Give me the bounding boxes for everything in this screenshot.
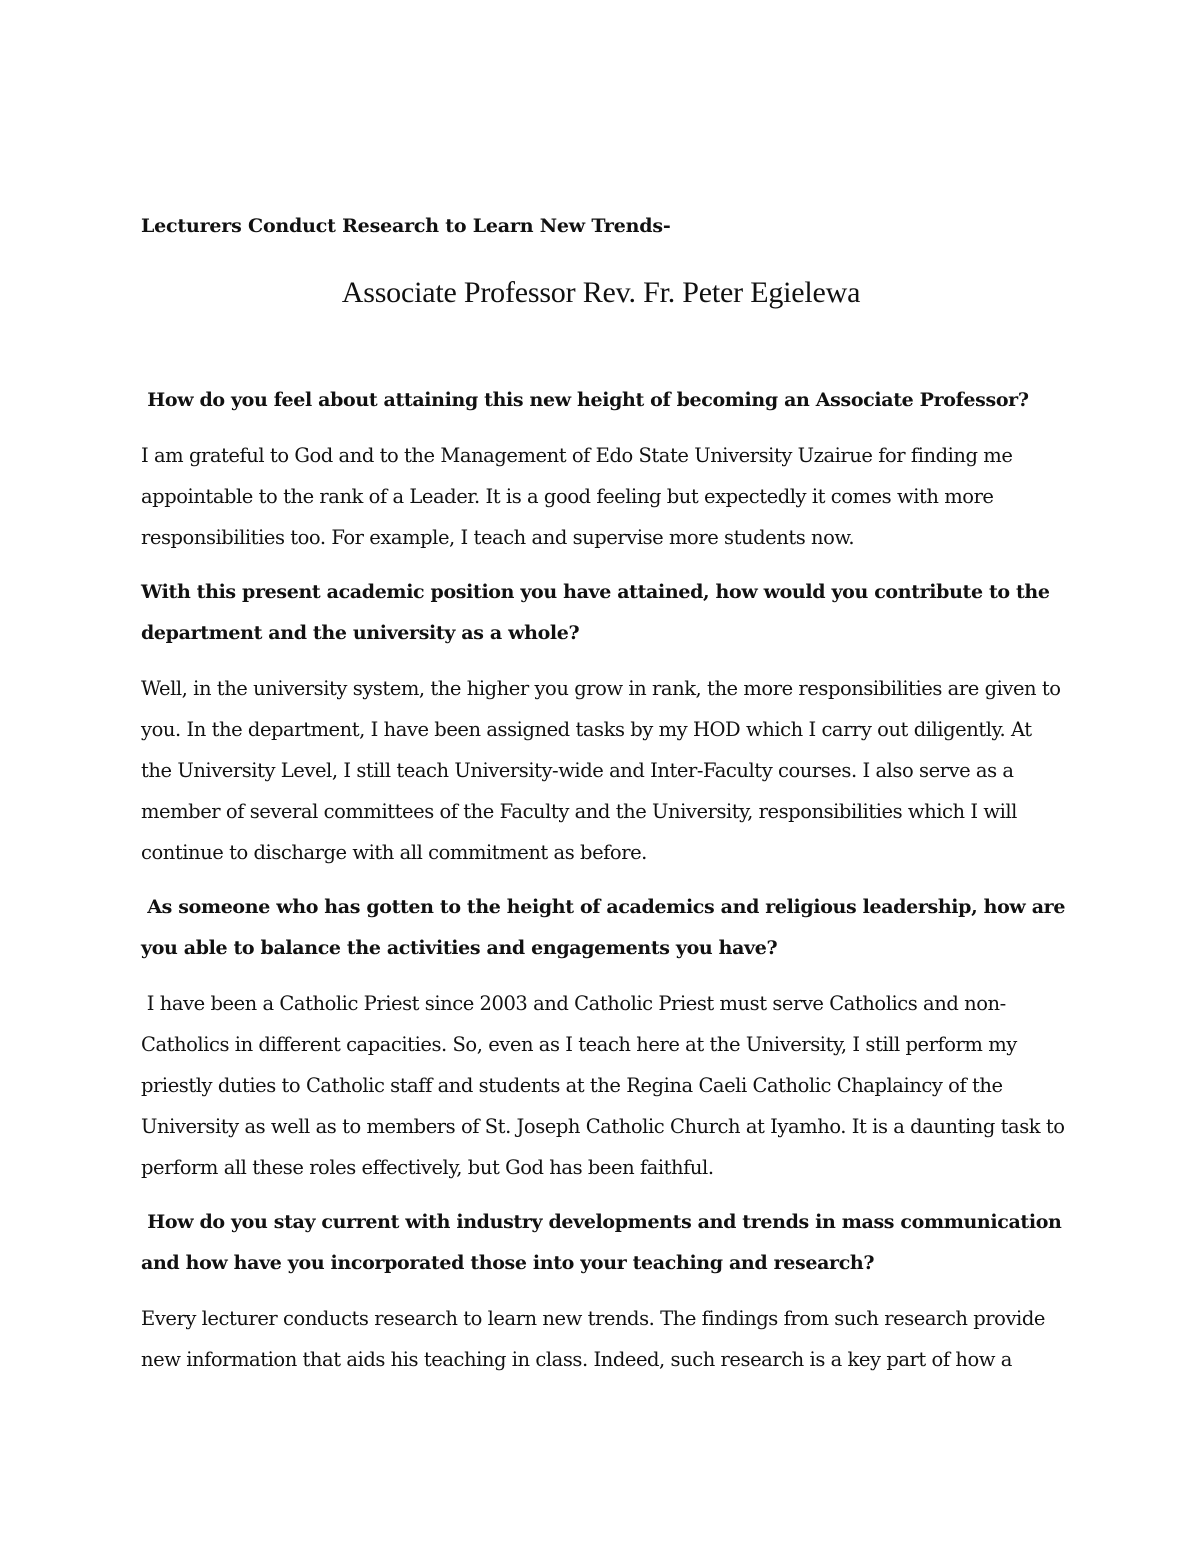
article-body (141, 208, 1072, 1394)
answer-2: Well, in the university system, the higher you grow in rank, the more responsibilities are given to you. In the department, I have been assigned tasks by my HOD which I carry out diligently. At the University Level, I still teach University-wide and Inter-Faculty courses. I also serve as a member of several committees of the Faculty and the University, responsibilities which I will continue to discharge with all commitment as before. (141, 677, 1061, 864)
question-1: How do you feel about attaining this new height of becoming an Associate Professor? (141, 389, 1029, 411)
article-byline: Associate Professor Rev. Fr. Peter Egielewa (341, 276, 861, 309)
question-4: How do you stay current with industry developments and trends in mass communication and how have you incorporated those into your teaching and research? (141, 1211, 1068, 1274)
article-headline: Lecturers Conduct Research to Learn New Trends- (141, 215, 671, 237)
interview-section (141, 380, 1072, 1380)
answer-3: I have been a Catholic Priest since 2003 and Catholic Priest must serve Catholics and non-Catholics in different capacities. So, even as I teach here at the University, I still perform my priestly duties to Catholic staff and students at the Regina Caeli Catholic Chaplaincy of the University as well as to members of St. Joseph Catholic Church at Iyamho. It is a daunting task to perform all these roles effectively, but God has been faithful. (141, 992, 1071, 1179)
answer-1: I am grateful to God and to the Management of Edo State University Uzairue for finding me appointable to the rank of a Leader. It is a good feeling but expectedly it comes with more responsibilities too. For example, I teach and supervise more students now. (141, 444, 1013, 549)
answer-4: Every lecturer conducts research to learn new trends. The findings from such research provide new information that aids his teaching in class. Indeed, such research is a key part of how a (141, 1307, 1045, 1371)
question-2: With this present academic position you have attained, how would you contribute to the department and the university as a whole? (141, 581, 1056, 644)
question-3: As someone who has gotten to the height of academics and religious leadership, how are you able to balance the activities and engagements you have? (141, 896, 1072, 959)
